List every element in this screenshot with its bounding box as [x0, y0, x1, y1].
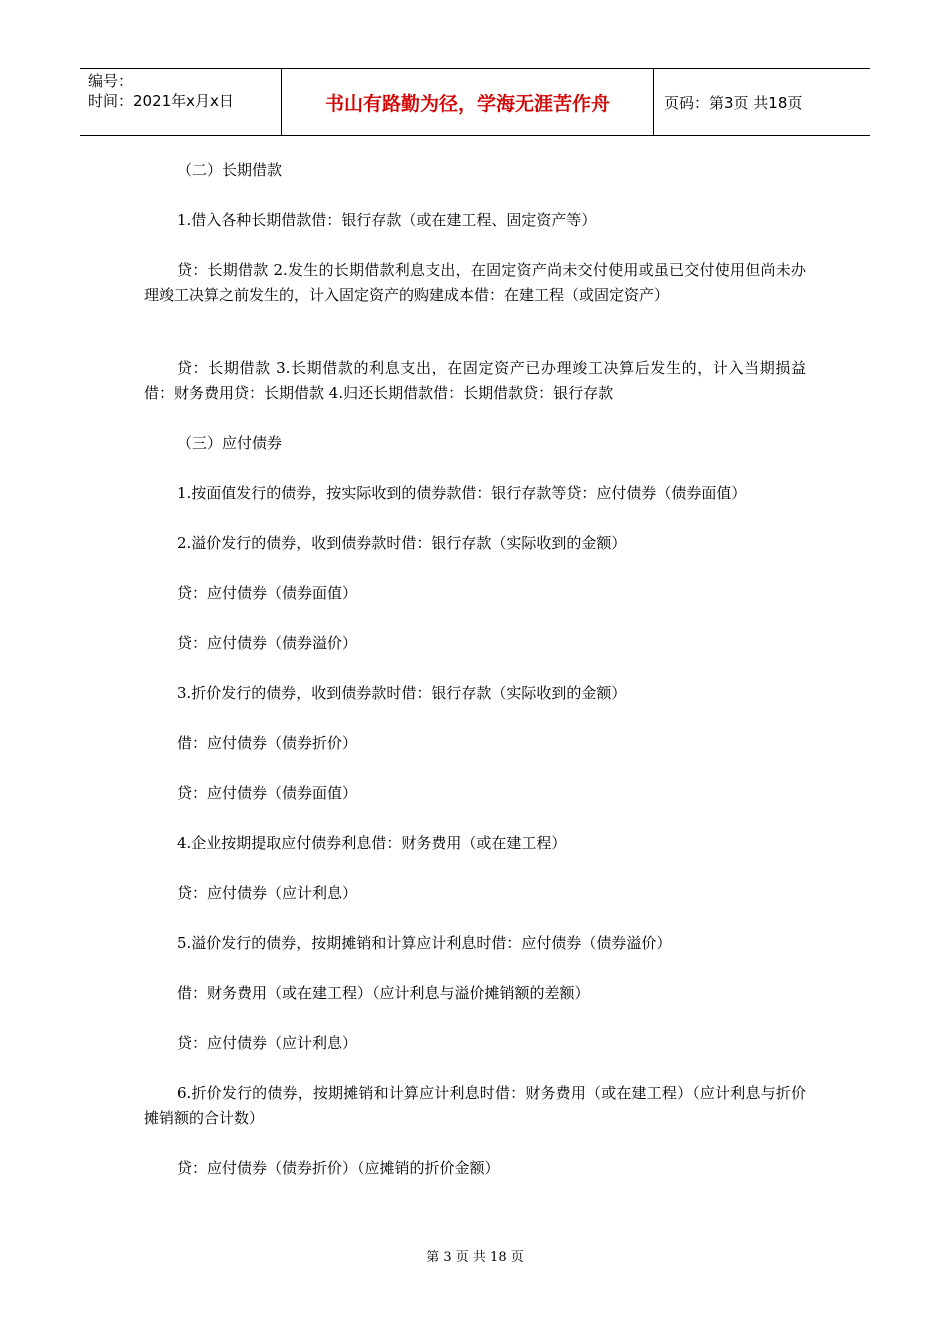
paragraph: 1.按面值发行的债券，按实际收到的债券款借：银行存款等贷：应付债券（债券面值） — [177, 484, 747, 502]
paragraph: 贷：长期借款 3.长期借款的利息支出，在固定资产已办理竣工决算后发生的，计入当期损益借：财务费用贷：长期借款 4.归还长期借款借：长期借款贷：银行存款 — [144, 359, 806, 402]
document-number-label: 编号： — [88, 72, 134, 90]
section-heading: （三）应付债券 — [177, 434, 283, 452]
paragraph: 2.溢价发行的债券，收到债券款时借：银行存款（实际收到的金额） — [177, 534, 627, 552]
header-page-cell — [654, 69, 870, 135]
paragraph: 贷：应付债券（应计利息） — [177, 884, 358, 902]
paragraph: 5.溢价发行的债券，按期摊销和计算应计利息时借：应付债券（债券溢价） — [177, 934, 672, 952]
page-code: 页码：第3页 共18页 — [664, 93, 803, 112]
paragraph: 贷：应付债券（债券折价）（应摊销的折价金额） — [177, 1159, 500, 1177]
paragraph: 贷：应付债券（应计利息） — [177, 1034, 358, 1052]
header-info-cell — [80, 69, 282, 135]
header-table — [80, 68, 870, 136]
section-heading: （二）长期借款 — [177, 161, 283, 179]
paragraph: 借：应付债券（债券折价） — [177, 734, 358, 752]
paragraph: 借：财务费用（或在建工程）（应计利息与溢价摊销额的差额） — [177, 984, 590, 1002]
header-motto-cell — [282, 69, 654, 135]
paragraph: 贷：应付债券（债券面值） — [177, 784, 358, 802]
paragraph: 1.借入各种长期借款借：银行存款（或在建工程、固定资产等） — [177, 211, 597, 229]
page-footer: 第 3 页 共 18 页 — [426, 1250, 524, 1265]
paragraph: 贷：长期借款 2.发生的长期借款利息支出，在固定资产尚未交付使用或虽已交付使用但尚未办理竣工决算之前发生的，计入固定资产的购建成本借：在建工程（或固定资产） — [144, 261, 806, 304]
document-time-label: 时间：2021年x月x日 — [88, 92, 234, 110]
document-body — [144, 158, 806, 1206]
paragraph: 6.折价发行的债券，按期摊销和计算应计利息时借：财务费用（或在建工程）（应计利息与折价摊销额的合计数） — [144, 1084, 806, 1127]
paragraph: 贷：应付债券（债券面值） — [177, 584, 358, 602]
paragraph: 贷：应付债券（债券溢价） — [177, 634, 358, 652]
motto-text: 书山有路勤为径，学海无涯苦作舟 — [324, 92, 610, 115]
paragraph: 3.折价发行的债券，收到债券款时借：银行存款（实际收到的金额） — [177, 684, 627, 702]
paragraph: 4.企业按期提取应付债券利息借：财务费用（或在建工程） — [177, 834, 567, 852]
